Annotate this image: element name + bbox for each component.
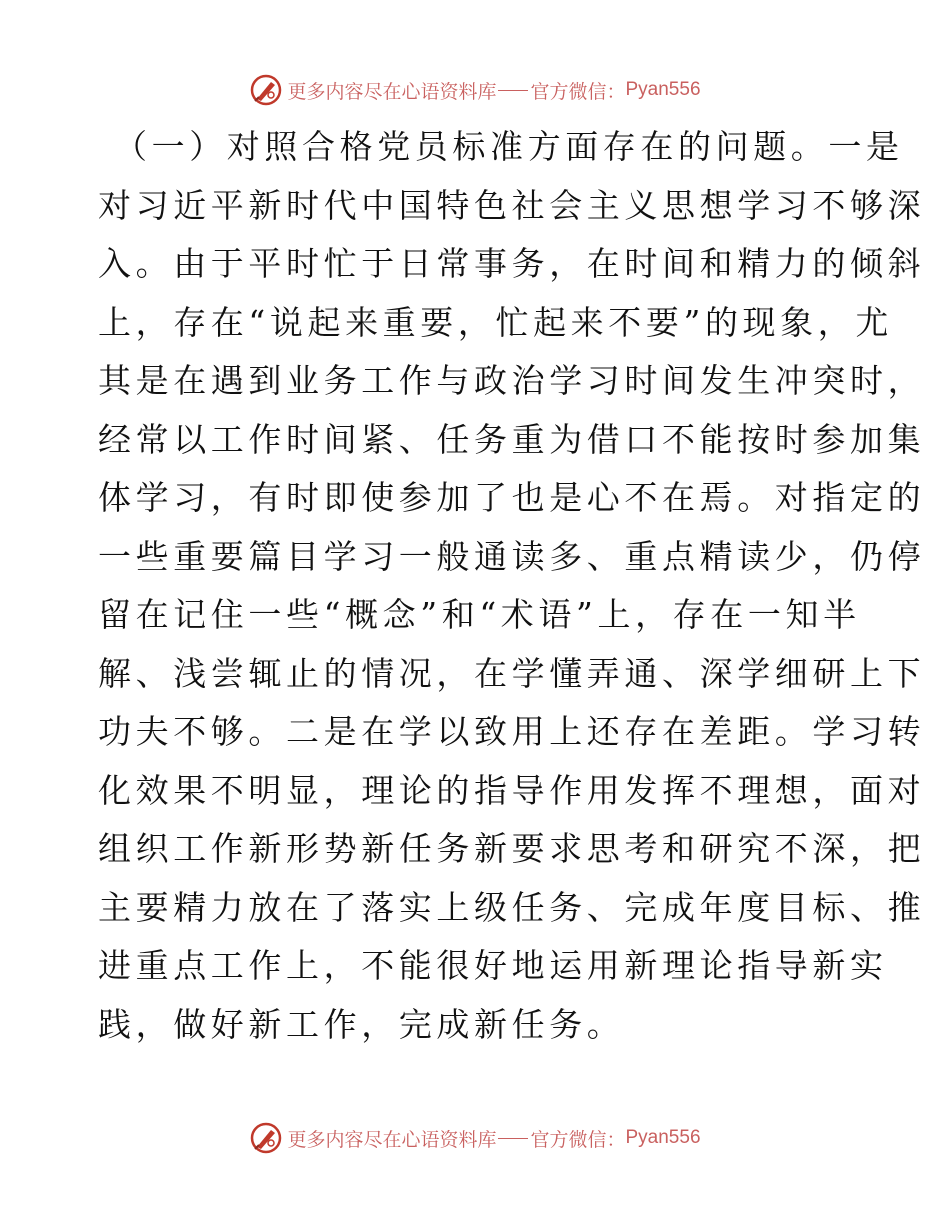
body-line-16: 践，做好新工作，完成新任务。 — [98, 1004, 625, 1044]
body-line-10: 解、浅尝辄止的情况，在学懂弄通、深学细研上下 — [98, 653, 926, 693]
body-line-8: 一些重要篇目学习一般通读多、重点精读少，仍停 — [98, 536, 926, 576]
body-line-2: 对习近平新时代中国特色社会主义思想学习不够深 — [98, 185, 926, 225]
body-line-7: 体学习，有时即使参加了也是心不在焉。对指定的 — [98, 478, 926, 517]
header-banner-dash — [498, 90, 528, 91]
quill-logo-icon — [249, 73, 283, 107]
body-line-5: 其是在遇到业务工作与政治学习时间发生冲突时， — [98, 361, 926, 400]
body-line-9: 留在记住一些“概念”和“术语”上，存在一知半 — [98, 595, 861, 634]
body-line-3: 入。由于平时忙于日常事务，在时间和精力的倾斜 — [98, 244, 926, 283]
header-watermark-banner — [0, 70, 950, 110]
footer-banner-id: Pyan556 — [625, 1127, 701, 1148]
body-line-15: 进重点工作上，不能很好地运用新理论指导新实 — [98, 946, 888, 985]
body-line-4: 上，存在“说起来重要，忙起来不要”的现象，尤 — [98, 302, 893, 342]
quill-logo-icon — [249, 1121, 283, 1155]
footer-banner-dash — [498, 1138, 528, 1139]
header-banner-main: 更多内容尽在心语资料库 — [287, 80, 497, 103]
footer-banner-main: 更多内容尽在心语资料库 — [287, 1128, 497, 1151]
header-banner-sub: 官方微信： — [530, 80, 626, 103]
footer-watermark-banner — [0, 1118, 950, 1158]
footer-banner-sub: 官方微信： — [530, 1128, 626, 1151]
document-body — [98, 118, 926, 1054]
body-line-11: 功夫不够。二是在学以致用上还存在差距。学习转 — [98, 712, 926, 751]
body-line-6: 经常以工作时间紧、任务重为借口不能按时参加集 — [98, 419, 926, 459]
header-banner-id: Pyan556 — [625, 79, 701, 100]
body-line-12: 化效果不明显，理论的指导作用发挥不理想，面对 — [98, 770, 926, 810]
body-line-13: 组织工作新形势新任务新要求思考和研究不深，把 — [98, 829, 926, 868]
body-line-14: 主要精力放在了落实上级任务、完成年度目标、推 — [98, 887, 926, 927]
body-line-1: （一）对照合格党员标准方面存在的问题。一是 — [114, 127, 904, 166]
